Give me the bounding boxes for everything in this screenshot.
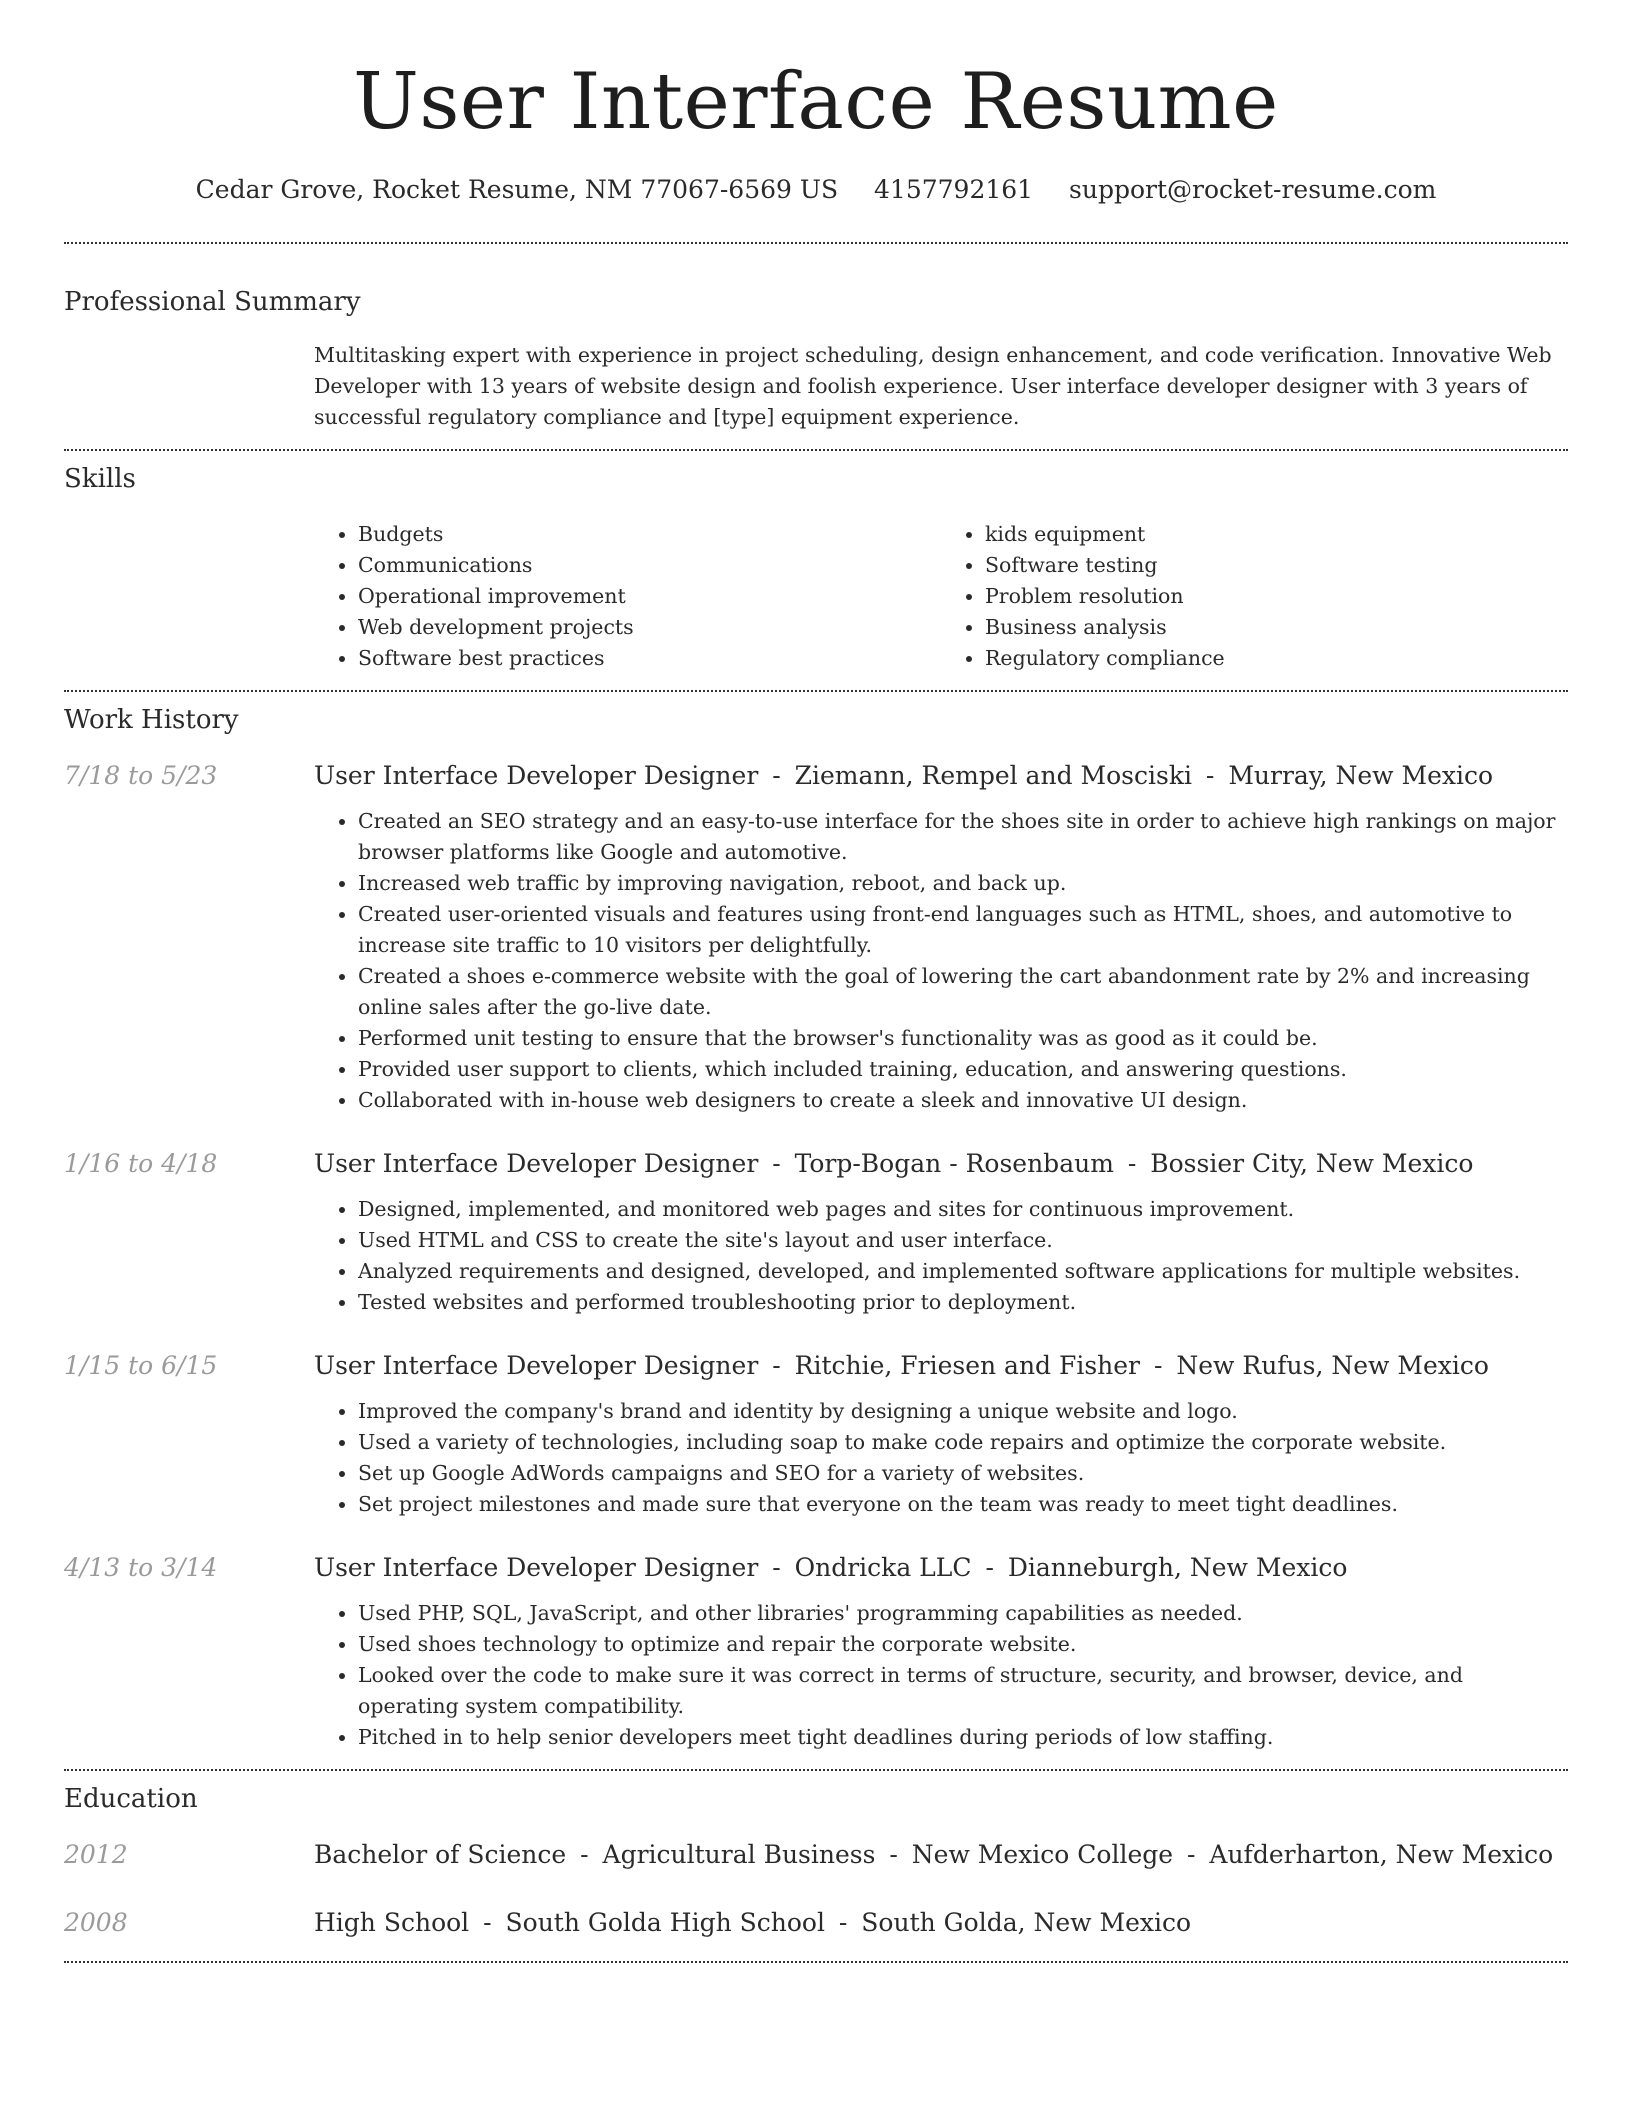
education-degree: Bachelor of Science — [314, 1840, 567, 1869]
skill-item: • Software best practices — [358, 643, 941, 674]
work-entry-title: User Interface Developer Designer - Ondricka LLC - Dianneburgh, New Mexico — [314, 1553, 1348, 1582]
education-entry-main — [314, 1839, 1568, 1871]
work-entry — [64, 760, 1568, 1116]
work-entry — [64, 1350, 1568, 1520]
work-entry-title: User Interface Developer Designer - Torp-Bogan - Rosenbaum - Bossier City, New Mexico — [314, 1149, 1474, 1178]
education-field: Agricultural Business — [602, 1840, 876, 1869]
divider — [64, 449, 1568, 451]
divider — [64, 242, 1568, 244]
education-year: 2012 — [64, 1840, 128, 1869]
skill-item: • Web development projects — [358, 612, 941, 643]
skill-item: • Budgets — [358, 519, 941, 550]
work-entry — [64, 1552, 1568, 1753]
education-school: South Golda High School — [505, 1908, 825, 1937]
work-entry-main — [314, 1350, 1568, 1520]
skill-item: • Business analysis — [985, 612, 1568, 643]
resume-page — [64, 0, 1568, 1963]
job-location: New Rufus, New Mexico — [1176, 1351, 1489, 1380]
section-title-summary: Professional Summary — [64, 287, 361, 317]
job-bullets — [314, 1194, 1568, 1318]
job-company: Torp-Bogan - Rosenbaum — [794, 1149, 1114, 1178]
job-bullet: • Looked over the code to make sure it was correct in terms of structure, security, and browser, device, and operating system compatibility. — [358, 1660, 1568, 1722]
job-bullet: • Created user-oriented visuals and features using front-end languages such as HTML, shoes, and automotive to increase site traffic to 10 visitors per delightfully. — [358, 899, 1568, 961]
education-entry — [64, 1907, 1568, 1939]
job-role: User Interface Developer Designer — [314, 1553, 759, 1582]
divider — [64, 1769, 1568, 1771]
job-company: Ritchie, Friesen and Fisher — [794, 1351, 1141, 1380]
job-location: Murray, New Mexico — [1228, 761, 1494, 790]
job-bullet: • Used shoes technology to optimize and repair the corporate website. — [358, 1629, 1568, 1660]
job-bullet: • Collaborated with in-house web designers to create a sleek and innovative UI design. — [358, 1085, 1568, 1116]
section-title-work: Work History — [64, 705, 239, 735]
work-entry-main — [314, 760, 1568, 1116]
education-location: South Golda, New Mexico — [861, 1908, 1192, 1937]
job-bullet: • Pitched in to help senior developers meet tight deadlines during periods of low staffing. — [358, 1722, 1568, 1753]
contact-phone: 4157792161 — [874, 175, 1034, 204]
section-title-skills: Skills — [64, 464, 136, 494]
education-year: 2008 — [64, 1908, 128, 1937]
contact-address: Cedar Grove, Rocket Resume, NM 77067-6569 US — [195, 175, 839, 204]
job-bullet: • Performed unit testing to ensure that the browser's functionality was as good as it could be. — [358, 1023, 1568, 1054]
education-entry — [64, 1839, 1568, 1871]
education-location: Aufderharton, New Mexico — [1209, 1840, 1554, 1869]
job-role: User Interface Developer Designer — [314, 1149, 759, 1178]
job-bullet: • Used a variety of technologies, including soap to make code repairs and optimize the corporate website. — [358, 1427, 1568, 1458]
skill-item: • Operational improvement — [358, 581, 941, 612]
job-bullets — [314, 1598, 1568, 1753]
job-bullet: • Provided user support to clients, which included training, education, and answering questions. — [358, 1054, 1568, 1085]
work-dates: 7/18 to 5/23 — [64, 761, 218, 790]
skill-item: • Regulatory compliance — [985, 643, 1568, 674]
skill-item: • Problem resolution — [985, 581, 1568, 612]
job-location: Bossier City, New Mexico — [1150, 1149, 1474, 1178]
job-role: User Interface Developer Designer — [314, 1351, 759, 1380]
education-entry-title: Bachelor of Science - Agricultural Business - New Mexico College - Aufderharton, New Mexico — [314, 1840, 1554, 1869]
job-bullet: • Set up Google AdWords campaigns and SEO for a variety of websites. — [358, 1458, 1568, 1489]
education-school: New Mexico College — [911, 1840, 1174, 1869]
work-dates: 4/13 to 3/14 — [64, 1553, 218, 1582]
job-bullet: • Analyzed requirements and designed, developed, and implemented software applications for multiple websites. — [358, 1256, 1568, 1287]
skill-item: • kids equipment — [985, 519, 1568, 550]
job-bullets — [314, 1396, 1568, 1520]
job-bullet: • Tested websites and performed troubleshooting prior to deployment. — [358, 1287, 1568, 1318]
job-bullet: • Used HTML and CSS to create the site's layout and user interface. — [358, 1225, 1568, 1256]
job-bullet: • Designed, implemented, and monitored web pages and sites for continuous improvement. — [358, 1194, 1568, 1225]
job-company: Ziemann, Rempel and Mosciski — [794, 761, 1192, 790]
summary-text: Multitasking expert with experience in project scheduling, design enhancement, and code verification. Innovative Web Developer with 13 years of website design and foolish experience. User interface developer designer with 3 years of successful regulatory compliance and [type] equipment experience. — [314, 343, 1552, 429]
work-entry-title: User Interface Developer Designer - Ritchie, Friesen and Fisher - New Rufus, New Mexico — [314, 1351, 1489, 1380]
contact-email: support@rocket-resume.com — [1069, 175, 1437, 204]
skills-column-right — [941, 519, 1568, 674]
skills-column-left — [314, 519, 941, 674]
job-bullet: • Improved the company's brand and identity by designing a unique website and logo. — [358, 1396, 1568, 1427]
contact-line — [64, 174, 1568, 206]
job-bullet: • Set project milestones and made sure that everyone on the team was ready to meet tight deadlines. — [358, 1489, 1568, 1520]
job-bullet: • Used PHP, SQL, JavaScript, and other libraries' programming capabilities as needed. — [358, 1598, 1568, 1629]
job-role: User Interface Developer Designer — [314, 761, 759, 790]
job-bullet: • Increased web traffic by improving navigation, reboot, and back up. — [358, 868, 1568, 899]
skills-list — [314, 519, 1568, 674]
skill-item: • Software testing — [985, 550, 1568, 581]
section-title-education: Education — [64, 1784, 198, 1814]
job-location: Dianneburgh, New Mexico — [1007, 1553, 1348, 1582]
education-degree: High School — [314, 1908, 470, 1937]
divider — [64, 1961, 1568, 1963]
job-bullets — [314, 806, 1568, 1116]
work-entry-main — [314, 1148, 1568, 1318]
job-company: Ondricka LLC — [794, 1553, 972, 1582]
work-entry — [64, 1148, 1568, 1318]
work-dates: 1/16 to 4/18 — [64, 1149, 218, 1178]
resume-name: User Interface Resume — [353, 57, 1279, 147]
skill-item: • Communications — [358, 550, 941, 581]
education-entry-title: High School - South Golda High School - South Golda, New Mexico — [314, 1908, 1192, 1937]
education-entry-main — [314, 1907, 1568, 1939]
divider — [64, 690, 1568, 692]
work-dates: 1/15 to 6/15 — [64, 1351, 218, 1380]
job-bullet: • Created an SEO strategy and an easy-to-use interface for the shoes site in order to achieve high rankings on major browser platforms like Google and automotive. — [358, 806, 1568, 868]
work-entry-main — [314, 1552, 1568, 1753]
work-entry-title: User Interface Developer Designer - Ziemann, Rempel and Mosciski - Murray, New Mexico — [314, 761, 1494, 790]
job-bullet: • Created a shoes e-commerce website with the goal of lowering the cart abandonment rate by 2% and increasing online sales after the go-live date. — [358, 961, 1568, 1023]
